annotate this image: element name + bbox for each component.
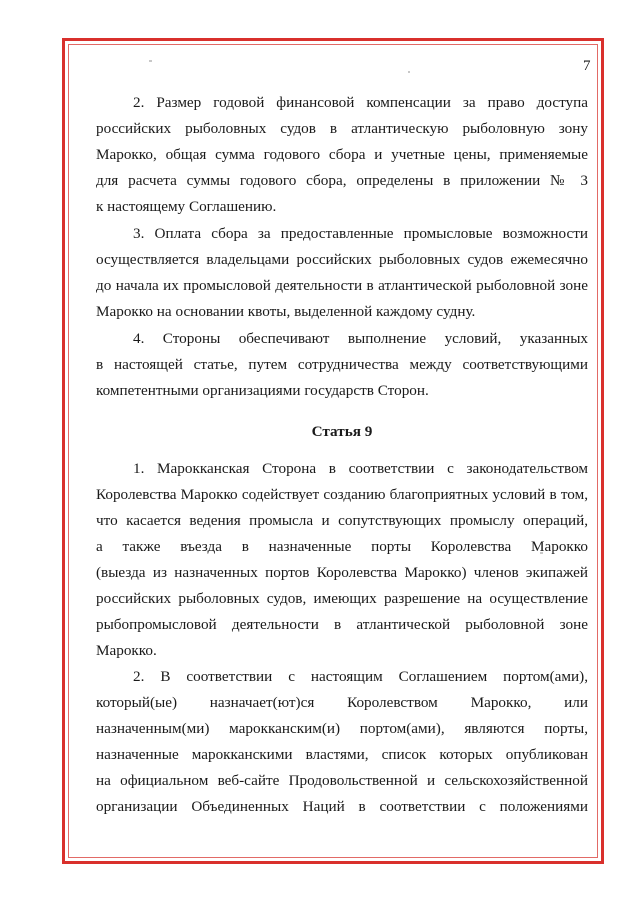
text-line: 3. Оплата сбора за предоставленные промысловые возможности	[133, 225, 588, 242]
article-heading: Статья 9	[311, 423, 373, 440]
scan-speck	[149, 60, 152, 62]
text-line: до начала их промысловой деятельности в атлантической рыболовной зоне	[96, 277, 588, 294]
text-line: 4. Стороны обеспечивают выполнение условий, указанных	[133, 330, 588, 347]
page-number: 7	[583, 58, 591, 74]
text-line: 2. В соответствии с настоящим Соглашением портом(ами),	[133, 668, 588, 685]
text-line: назначенным(ми) марокканским(и) портом(ами), являются порты,	[96, 720, 588, 737]
text-line: российских рыболовных судов в атлантическую рыболовную зону	[96, 120, 588, 137]
text-line: который(ые) назначает(ют)ся Королевством Марокко, или	[96, 694, 588, 711]
text-line: Королевства Марокко содействует созданию благоприятных условий в том,	[96, 486, 588, 503]
text-line: для расчета суммы годового сбора, определены в приложении № 3	[96, 172, 588, 189]
text-line: назначенные марокканскими властями, список которых опубликован	[96, 746, 588, 763]
text-line: компетентными организациями государств Сторон.	[96, 382, 429, 399]
text-line: 2. Размер годовой финансовой компенсации за право доступа	[133, 94, 588, 111]
text-line: российских рыболовных судов, имеющих разрешение на осуществление	[96, 590, 588, 607]
text-line: (выезда из назначенных портов Королевства Марокко) членов экипажей	[96, 564, 588, 581]
text-line: осуществляется владельцами российских рыболовных судов ежемесячно	[96, 251, 588, 268]
text-line: организации Объединенных Наций в соответствии с положениями	[96, 798, 588, 815]
text-line: Марокко на основании квоты, выделенной каждому судну.	[96, 303, 476, 320]
text-line: на официальном веб-сайте Продовольственной и сельскохозяйственной	[96, 772, 588, 789]
text-line: Марокко.	[96, 642, 157, 659]
text-line: 1. Марокканская Сторона в соответствии с законодательством	[133, 460, 588, 477]
text-line: к настоящему Соглашению.	[96, 198, 277, 215]
text-line: Марокко, общая сумма годового сбора и учетные цены, применяемые	[96, 146, 588, 163]
text-line: что касается ведения промысла и сопутствующих промыслу операций,	[96, 512, 588, 529]
text-line: в настоящей статье, путем сотрудничества между соответствующими	[96, 356, 588, 373]
text-line: рыбопромысловой деятельности в атлантической рыболовной зоне	[96, 616, 588, 633]
text-line: а также въезда в назначенные порты Королевства Марокко	[96, 538, 588, 555]
scan-speck	[408, 71, 410, 73]
